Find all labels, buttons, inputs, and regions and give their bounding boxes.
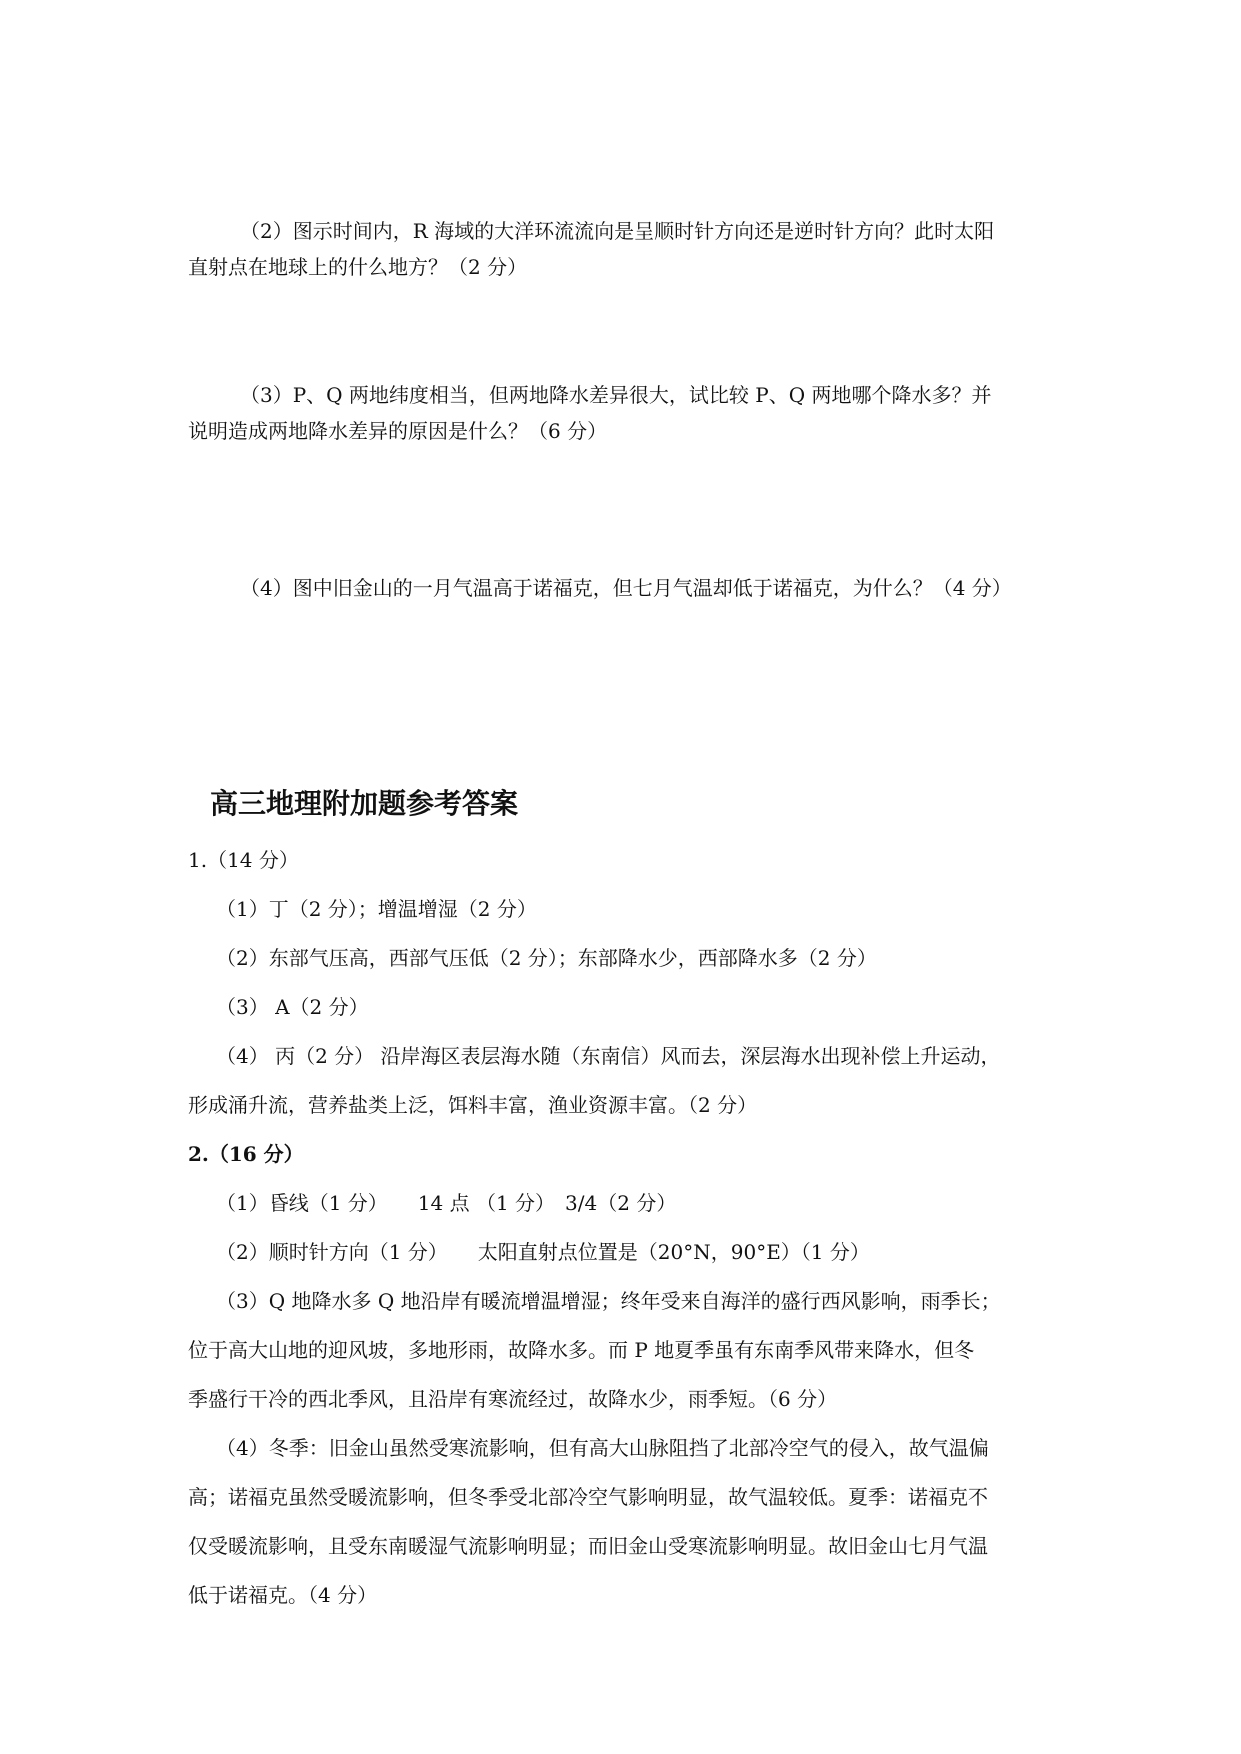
answer-1-part-4-line-1: （4） 丙（2 分） 沿岸海区表层海水随（东南信）风而去，深层海水出现补偿上升运动， [216, 1044, 1001, 1068]
answer-1-part-3: （3） A（2 分） [216, 995, 369, 1019]
answer-2-part-4-line-4: 低于诺福克。（4 分） [188, 1583, 378, 1607]
answer-1-part-2: （2）东部气压高，西部气压低（2 分）；东部降水少，西部降水多（2 分） [216, 946, 877, 970]
question-4-line-1: （4）图中旧金山的一月气温高于诺福克，但七月气温却低于诺福克，为什么？（4 分） [240, 576, 1012, 600]
answer-2-part-3-line-1: （3）Q 地降水多 Q 地沿岸有暖流增温增湿；终年受来自海洋的盛行西风影响，雨季长； [216, 1289, 1001, 1313]
question-3-line-2: 说明造成两地降水差异的原因是什么？（6 分） [188, 419, 608, 443]
answer-1-part-1: （1）丁（2 分）；增温增湿（2 分） [216, 897, 537, 921]
answer-2-part-4-line-3: 仅受暖流影响，且受东南暖湿气流影响明显；而旧金山受寒流影响明显。故旧金山七月气温 [188, 1534, 988, 1558]
answer-2-part-1: （1）昏线（1 分） 14 点 （1 分） 3/4（2 分） [216, 1191, 677, 1215]
answer-2-part-4-line-1: （4）冬季：旧金山虽然受寒流影响，但有高大山脉阻挡了北部冷空气的侵入，故气温偏 [216, 1436, 989, 1460]
question-2-line-1: （2）图示时间内，R 海域的大洋环流流向是呈顺时针方向还是逆时针方向？此时太阳 [240, 219, 995, 243]
answer-2-part-2: （2）顺时针方向（1 分） 太阳直射点位置是（20°N，90°E）（1 分） [216, 1240, 870, 1264]
question-2-line-2: 直射点在地球上的什么地方？（2 分） [188, 255, 528, 279]
answer-1-header: 1.（14 分） [188, 848, 299, 872]
answer-2-part-3-line-2: 位于高大山地的迎风坡，多地形雨，故降水多。而 P 地夏季虽有东南季风带来降水，但冬 [188, 1338, 975, 1362]
answers-title: 高三地理附加题参考答案 [210, 787, 519, 820]
answer-2-part-4-line-2: 高；诺福克虽然受暖流影响，但冬季受北部冷空气影响明显，故气温较低。夏季：诺福克不 [188, 1485, 988, 1509]
answer-2-part-3-line-3: 季盛行干冷的西北季风，且沿岸有寒流经过，故降水少，雨季短。（6 分） [188, 1387, 838, 1411]
question-3-line-1: （3）P、Q 两地纬度相当，但两地降水差异很大，试比较 P、Q 两地哪个降水多？并 [240, 383, 992, 407]
answer-2-header: 2.（16 分） [188, 1142, 304, 1166]
answer-1-part-4-line-2: 形成涌升流，营养盐类上泛，饵料丰富，渔业资源丰富。（2 分） [188, 1093, 758, 1117]
